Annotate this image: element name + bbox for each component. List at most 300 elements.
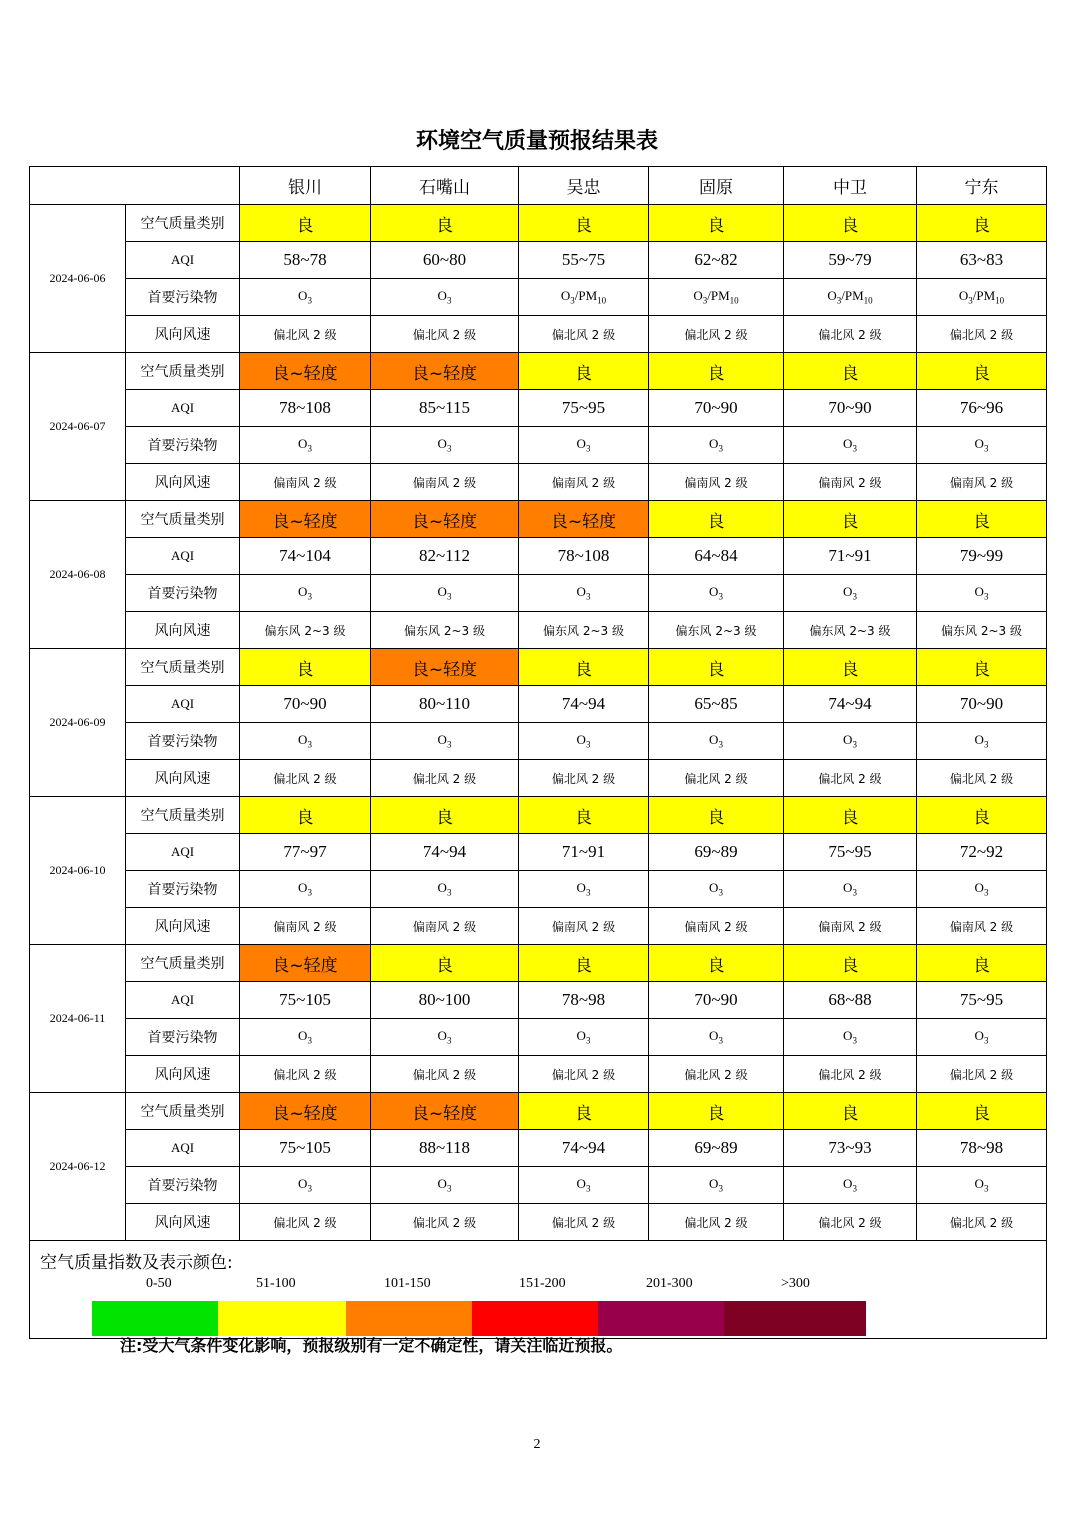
category-cell: 良 (649, 945, 784, 982)
table-row (30, 242, 1047, 279)
legend-range-label: 51-100 (256, 1276, 296, 1291)
aqi-cell: 75~95 (519, 390, 649, 427)
row-label-category: 空气质量类别 (126, 501, 240, 538)
pollutant-cell (649, 871, 784, 908)
pollutant-cell (371, 575, 519, 612)
pollutant-value: $O_3$ (974, 584, 989, 602)
category-cell: 良 (917, 205, 1047, 242)
row-label-wind: 风向风速 (126, 464, 240, 501)
wind-cell: 偏北风 2 级 (519, 316, 649, 353)
pollutant-cell (519, 1019, 649, 1056)
category-cell: 良 (784, 1093, 917, 1130)
row-label-pollutant: 首要污染物 (126, 1019, 240, 1056)
table-row (30, 982, 1047, 1019)
aqi-cell: 73~93 (784, 1130, 917, 1167)
wind-cell: 偏南风 2 级 (917, 908, 1047, 945)
row-label-aqi: AQI (126, 1130, 240, 1167)
table-row (30, 1167, 1047, 1204)
table-row (30, 834, 1047, 871)
aqi-cell: 74~94 (371, 834, 519, 871)
pollutant-value: $O_3$ (974, 880, 989, 898)
footnote: 注:受大气条件变化影响，预报级别有一定不确定性，请关注临近预报。 (120, 1336, 623, 1355)
pollutant-cell (784, 1167, 917, 1204)
wind-cell: 偏南风 2 级 (371, 908, 519, 945)
wind-cell: 偏北风 2 级 (917, 1056, 1047, 1093)
aqi-cell: 74~104 (240, 538, 371, 575)
wind-cell: 偏北风 2 级 (917, 316, 1047, 353)
pollutant-value: $O_3$ (437, 288, 452, 306)
pollutant-value: $O_3$ (437, 732, 452, 750)
category-cell: 良 (784, 945, 917, 982)
table-row (30, 427, 1047, 464)
row-label-wind: 风向风速 (126, 760, 240, 797)
aqi-cell: 79~99 (917, 538, 1047, 575)
pollutant-cell (240, 1019, 371, 1056)
category-cell: 良 (519, 797, 649, 834)
pollutant-value: $O_3/PM_{10}$ (827, 288, 873, 306)
wind-cell: 偏南风 2 级 (519, 464, 649, 501)
pollutant-cell (649, 723, 784, 760)
category-cell: 良 (649, 353, 784, 390)
pollutant-cell (519, 1167, 649, 1204)
pollutant-value: $O_3$ (298, 880, 312, 898)
legend-range-label: 201-300 (646, 1276, 693, 1291)
aqi-cell: 78~98 (917, 1130, 1047, 1167)
wind-cell: 偏北风 2 级 (649, 316, 784, 353)
pollutant-value: $O_3$ (437, 880, 452, 898)
date-cell: 2024-06-09 (30, 649, 126, 797)
row-label-pollutant: 首要污染物 (126, 575, 240, 612)
city-header: 宁东 (917, 167, 1047, 205)
row-label-wind: 风向风速 (126, 316, 240, 353)
aqi-cell: 70~90 (649, 390, 784, 427)
wind-cell: 偏南风 2 级 (519, 908, 649, 945)
row-label-aqi: AQI (126, 982, 240, 1019)
pollutant-cell (784, 1019, 917, 1056)
wind-cell: 偏北风 2 级 (784, 1056, 917, 1093)
wind-cell: 偏北风 2 级 (519, 760, 649, 797)
aqi-cell: 58~78 (240, 242, 371, 279)
wind-cell: 偏北风 2 级 (519, 1204, 649, 1241)
row-label-pollutant: 首要污染物 (126, 871, 240, 908)
category-cell: 良 (240, 205, 371, 242)
legend-color-swatch (218, 1301, 346, 1336)
row-label-aqi: AQI (126, 242, 240, 279)
table-row (30, 1093, 1047, 1130)
aqi-cell: 64~84 (649, 538, 784, 575)
pollutant-cell (917, 723, 1047, 760)
table-row (30, 612, 1047, 649)
category-cell: 良~轻度 (371, 649, 519, 686)
pollutant-value: $O_3$ (709, 1176, 723, 1194)
aqi-cell: 69~89 (649, 1130, 784, 1167)
category-cell: 良 (784, 501, 917, 538)
wind-cell: 偏南风 2 级 (371, 464, 519, 501)
pollutant-cell (649, 279, 784, 316)
wind-cell: 偏南风 2 级 (784, 908, 917, 945)
wind-cell: 偏北风 2 级 (784, 316, 917, 353)
pollutant-value: $O_3$ (843, 436, 857, 454)
table-row (30, 871, 1047, 908)
pollutant-value: $O_3$ (709, 732, 723, 750)
pollutant-cell (519, 723, 649, 760)
pollutant-cell (917, 575, 1047, 612)
pollutant-value: $O_3$ (843, 1028, 857, 1046)
wind-cell: 偏东风 2~3 级 (649, 612, 784, 649)
row-label-wind: 风向风速 (126, 908, 240, 945)
aqi-cell: 77~97 (240, 834, 371, 871)
pollutant-cell (784, 427, 917, 464)
pollutant-value: $O_3$ (576, 436, 591, 454)
pollutant-value: $O_3$ (843, 880, 857, 898)
table-row (30, 538, 1047, 575)
pollutant-cell (519, 279, 649, 316)
category-cell: 良 (784, 353, 917, 390)
category-cell: 良 (784, 797, 917, 834)
pollutant-cell (240, 427, 371, 464)
aqi-cell: 70~90 (649, 982, 784, 1019)
row-label-pollutant: 首要污染物 (126, 1167, 240, 1204)
aqi-cell: 65~85 (649, 686, 784, 723)
wind-cell: 偏北风 2 级 (240, 760, 371, 797)
pollutant-value: $O_3$ (298, 584, 312, 602)
category-cell: 良 (519, 945, 649, 982)
pollutant-value: $O_3$ (709, 584, 723, 602)
table-row (30, 390, 1047, 427)
pollutant-value: $O_3$ (298, 1028, 312, 1046)
legend-color-swatch (346, 1301, 472, 1336)
pollutant-value: $O_3$ (576, 1028, 591, 1046)
category-cell: 良 (649, 649, 784, 686)
legend-color-swatch (598, 1301, 724, 1336)
pollutant-cell (519, 575, 649, 612)
row-label-pollutant: 首要污染物 (126, 279, 240, 316)
legend-row (30, 1241, 1047, 1339)
row-label-aqi: AQI (126, 834, 240, 871)
pollutant-value: $O_3$ (437, 436, 452, 454)
pollutant-cell (917, 871, 1047, 908)
aqi-cell: 75~105 (240, 982, 371, 1019)
pollutant-cell (917, 1019, 1047, 1056)
aqi-cell: 70~90 (917, 686, 1047, 723)
wind-cell: 偏北风 2 级 (649, 760, 784, 797)
table-row (30, 501, 1047, 538)
city-header: 中卫 (784, 167, 917, 205)
aqi-cell: 74~94 (784, 686, 917, 723)
category-cell: 良 (784, 205, 917, 242)
legend-cell (30, 1241, 1047, 1339)
aqi-cell: 80~110 (371, 686, 519, 723)
wind-cell: 偏北风 2 级 (240, 316, 371, 353)
table-row (30, 723, 1047, 760)
aqi-cell: 75~105 (240, 1130, 371, 1167)
category-cell: 良 (917, 797, 1047, 834)
pollutant-cell (784, 871, 917, 908)
city-header: 银川 (240, 167, 371, 205)
legend-range-label: 151-200 (519, 1276, 566, 1291)
category-cell: 良 (917, 945, 1047, 982)
date-cell: 2024-06-08 (30, 501, 126, 649)
pollutant-value: $O_3$ (576, 880, 591, 898)
pollutant-value: $O_3$ (974, 732, 989, 750)
row-label-category: 空气质量类别 (126, 1093, 240, 1130)
category-cell: 良 (240, 649, 371, 686)
forecast-table (29, 166, 1047, 1339)
row-label-category: 空气质量类别 (126, 945, 240, 982)
category-cell: 良 (519, 649, 649, 686)
pollutant-value: $O_3$ (576, 584, 591, 602)
legend-title: 空气质量指数及表示颜色: (40, 1253, 233, 1273)
date-cell: 2024-06-07 (30, 353, 126, 501)
pollutant-value: $O_3$ (843, 732, 857, 750)
table-row (30, 464, 1047, 501)
pollutant-value: $O_3/PM_{10}$ (958, 288, 1005, 306)
category-cell: 良 (917, 501, 1047, 538)
category-cell: 良~轻度 (240, 501, 371, 538)
category-cell: 良~轻度 (371, 353, 519, 390)
category-cell: 良 (917, 1093, 1047, 1130)
legend-color-swatch (92, 1301, 218, 1336)
aqi-cell: 78~108 (519, 538, 649, 575)
aqi-cell: 62~82 (649, 242, 784, 279)
aqi-cell: 80~100 (371, 982, 519, 1019)
city-header: 吴忠 (519, 167, 649, 205)
pollutant-value: $O_3$ (974, 1176, 989, 1194)
page-title: 环境空气质量预报结果表 (415, 129, 658, 154)
table-row (30, 316, 1047, 353)
pollutant-cell (240, 871, 371, 908)
table-row (30, 649, 1047, 686)
pollutant-cell (649, 1019, 784, 1056)
date-cell: 2024-06-06 (30, 205, 126, 353)
table-row (30, 575, 1047, 612)
aqi-cell: 70~90 (784, 390, 917, 427)
wind-cell: 偏北风 2 级 (371, 760, 519, 797)
aqi-cell: 74~94 (519, 1130, 649, 1167)
pollutant-value: $O_3/PM_{10}$ (693, 288, 739, 306)
wind-cell: 偏北风 2 级 (649, 1204, 784, 1241)
legend-range-label: 101-150 (384, 1276, 431, 1291)
wind-cell: 偏北风 2 级 (784, 760, 917, 797)
wind-cell: 偏北风 2 级 (371, 1056, 519, 1093)
pollutant-value: $O_3$ (709, 1028, 723, 1046)
pollutant-value: $O_3$ (843, 1176, 857, 1194)
wind-cell: 偏北风 2 级 (519, 1056, 649, 1093)
pollutant-value: $O_3$ (576, 1176, 591, 1194)
row-label-aqi: AQI (126, 390, 240, 427)
pollutant-value: $O_3$ (709, 880, 723, 898)
header-corner (30, 167, 240, 205)
aqi-cell: 85~115 (371, 390, 519, 427)
pollutant-cell (917, 279, 1047, 316)
wind-cell: 偏东风 2~3 级 (784, 612, 917, 649)
pollutant-cell (917, 427, 1047, 464)
wind-cell: 偏东风 2~3 级 (917, 612, 1047, 649)
pollutant-value: $O_3$ (974, 1028, 989, 1046)
pollutant-value: $O_3$ (437, 584, 452, 602)
pollutant-cell (371, 871, 519, 908)
aqi-cell: 75~95 (784, 834, 917, 871)
category-cell: 良 (917, 353, 1047, 390)
row-label-category: 空气质量类别 (126, 797, 240, 834)
category-cell: 良 (519, 353, 649, 390)
wind-cell: 偏北风 2 级 (240, 1204, 371, 1241)
pollutant-value: $O_3$ (843, 584, 857, 602)
pollutant-cell (240, 575, 371, 612)
aqi-cell: 60~80 (371, 242, 519, 279)
table-row (30, 760, 1047, 797)
category-cell: 良 (649, 501, 784, 538)
category-cell: 良~轻度 (240, 1093, 371, 1130)
pollutant-cell (784, 723, 917, 760)
table-row (30, 205, 1047, 242)
pollutant-value: $O_3$ (298, 732, 312, 750)
wind-cell: 偏北风 2 级 (784, 1204, 917, 1241)
pollutant-cell (371, 1167, 519, 1204)
pollutant-value: $O_3$ (437, 1176, 452, 1194)
wind-cell: 偏南风 2 级 (649, 464, 784, 501)
pollutant-cell (240, 279, 371, 316)
aqi-cell: 82~112 (371, 538, 519, 575)
table-row (30, 279, 1047, 316)
pollutant-cell (371, 1019, 519, 1056)
wind-cell: 偏东风 2~3 级 (371, 612, 519, 649)
pollutant-cell (649, 427, 784, 464)
pollutant-value: $O_3$ (298, 436, 312, 454)
category-cell: 良 (519, 205, 649, 242)
category-cell: 良 (240, 797, 371, 834)
category-cell: 良 (784, 649, 917, 686)
aqi-cell: 55~75 (519, 242, 649, 279)
row-label-category: 空气质量类别 (126, 353, 240, 390)
aqi-cell: 88~118 (371, 1130, 519, 1167)
aqi-cell: 63~83 (917, 242, 1047, 279)
wind-cell: 偏南风 2 级 (784, 464, 917, 501)
table-row (30, 945, 1047, 982)
aqi-cell: 70~90 (240, 686, 371, 723)
category-cell: 良 (649, 205, 784, 242)
row-label-aqi: AQI (126, 686, 240, 723)
city-header: 石嘴山 (371, 167, 519, 205)
pollutant-cell (240, 723, 371, 760)
header-row (30, 167, 1047, 205)
wind-cell: 偏北风 2 级 (649, 1056, 784, 1093)
table-row (30, 1056, 1047, 1093)
pollutant-value: $O_3$ (298, 288, 312, 306)
pollutant-value: $O_3$ (709, 436, 723, 454)
legend-range-label: 0-50 (146, 1276, 172, 1291)
wind-cell: 偏南风 2 级 (240, 908, 371, 945)
category-cell: 良~轻度 (519, 501, 649, 538)
row-label-pollutant: 首要污染物 (126, 427, 240, 464)
aqi-cell: 59~79 (784, 242, 917, 279)
category-cell: 良~轻度 (371, 501, 519, 538)
wind-cell: 偏北风 2 级 (240, 1056, 371, 1093)
aqi-cell: 76~96 (917, 390, 1047, 427)
category-cell: 良 (371, 797, 519, 834)
wind-cell: 偏北风 2 级 (371, 1204, 519, 1241)
aqi-cell: 74~94 (519, 686, 649, 723)
table-row (30, 686, 1047, 723)
wind-cell: 偏南风 2 级 (917, 464, 1047, 501)
table-row (30, 1204, 1047, 1241)
aqi-cell: 72~92 (917, 834, 1047, 871)
table-row (30, 353, 1047, 390)
category-cell: 良~轻度 (371, 1093, 519, 1130)
legend-range-label: >300 (781, 1276, 810, 1291)
pollutant-cell (649, 1167, 784, 1204)
city-header: 固原 (649, 167, 784, 205)
aqi-cell: 75~95 (917, 982, 1047, 1019)
wind-cell: 偏北风 2 级 (371, 316, 519, 353)
pollutant-cell (784, 575, 917, 612)
wind-cell: 偏东风 2~3 级 (240, 612, 371, 649)
category-cell: 良 (917, 649, 1047, 686)
date-cell: 2024-06-10 (30, 797, 126, 945)
pollutant-value: $O_3$ (576, 732, 591, 750)
aqi-cell: 69~89 (649, 834, 784, 871)
date-cell: 2024-06-11 (30, 945, 126, 1093)
category-cell: 良~轻度 (240, 945, 371, 982)
category-cell: 良 (371, 945, 519, 982)
category-cell: 良~轻度 (240, 353, 371, 390)
pollutant-cell (917, 1167, 1047, 1204)
wind-cell: 偏南风 2 级 (240, 464, 371, 501)
table-row (30, 908, 1047, 945)
page-number: 2 (533, 1437, 541, 1452)
aqi-cell: 78~108 (240, 390, 371, 427)
aqi-cell: 71~91 (519, 834, 649, 871)
pollutant-cell (371, 427, 519, 464)
pollutant-cell (240, 1167, 371, 1204)
pollutant-cell (519, 871, 649, 908)
legend-color-swatch (724, 1301, 866, 1336)
row-label-wind: 风向风速 (126, 612, 240, 649)
wind-cell: 偏北风 2 级 (917, 1204, 1047, 1241)
table-row (30, 1130, 1047, 1167)
row-label-category: 空气质量类别 (126, 205, 240, 242)
date-cell: 2024-06-12 (30, 1093, 126, 1241)
row-label-category: 空气质量类别 (126, 649, 240, 686)
pollutant-cell (371, 279, 519, 316)
aqi-cell: 68~88 (784, 982, 917, 1019)
pollutant-value: $O_3$ (298, 1176, 312, 1194)
pollutant-value: $O_3$ (974, 436, 989, 454)
aqi-cell: 78~98 (519, 982, 649, 1019)
category-cell: 良 (649, 797, 784, 834)
row-label-aqi: AQI (126, 538, 240, 575)
category-cell: 良 (649, 1093, 784, 1130)
aqi-cell: 71~91 (784, 538, 917, 575)
table-row (30, 1019, 1047, 1056)
pollutant-cell (649, 575, 784, 612)
pollutant-value: $O_3/PM_{10}$ (560, 288, 607, 306)
pollutant-value: $O_3$ (437, 1028, 452, 1046)
category-cell: 良 (519, 1093, 649, 1130)
row-label-wind: 风向风速 (126, 1056, 240, 1093)
wind-cell: 偏东风 2~3 级 (519, 612, 649, 649)
wind-cell: 偏南风 2 级 (649, 908, 784, 945)
pollutant-cell (519, 427, 649, 464)
wind-cell: 偏北风 2 级 (917, 760, 1047, 797)
category-cell: 良 (371, 205, 519, 242)
row-label-wind: 风向风速 (126, 1204, 240, 1241)
pollutant-cell (784, 279, 917, 316)
pollutant-cell (371, 723, 519, 760)
legend-color-swatch (472, 1301, 598, 1336)
row-label-pollutant: 首要污染物 (126, 723, 240, 760)
table-row (30, 797, 1047, 834)
